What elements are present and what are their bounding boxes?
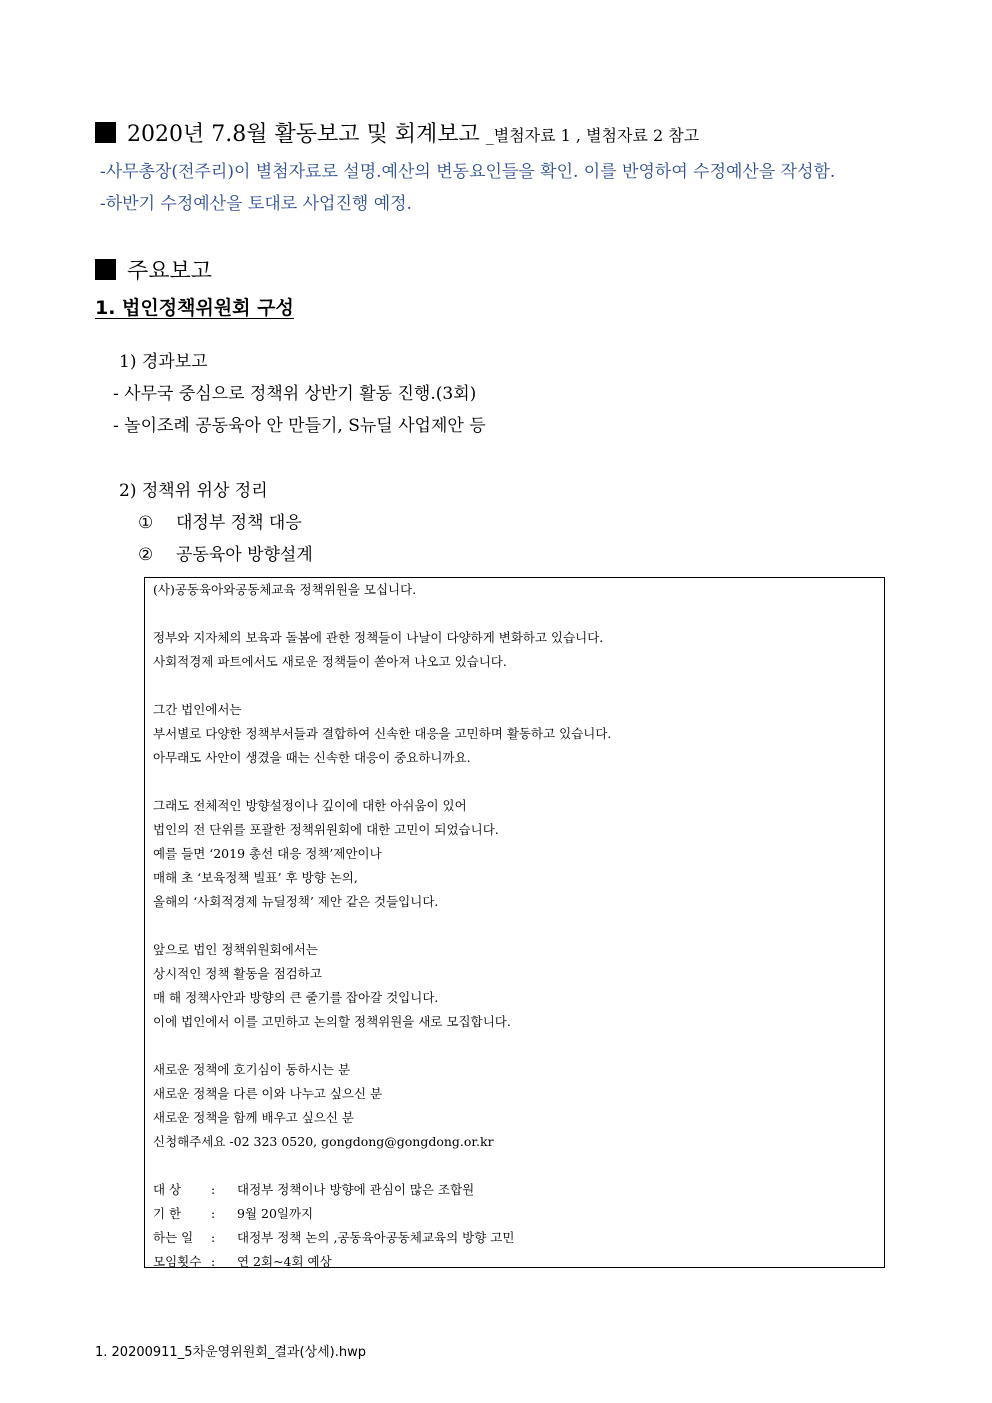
info-value: 연 2회~4회 예상 [237, 1254, 332, 1269]
notice-info-row [153, 1228, 514, 1246]
footer-filename: 1. 20200911_5차운영위원회_결과(상세).hwp [95, 1345, 366, 1360]
info-label: 모임횟수 [153, 1254, 202, 1269]
section1-note-1: -사무총장(전주리)이 별첨자료로 설명.예산의 변동요인들을 확인. 이를 반영하여 수정예산을 작성함. [100, 162, 836, 182]
info-value: 대정부 정책이나 방향에 관심이 많은 조합원 [237, 1182, 475, 1197]
notice-contact-line: 신청해주세요 -02 323 0520, gongdong@gongdong.or.kr [153, 1134, 494, 1149]
info-label: 기 한 [153, 1206, 182, 1221]
section2-title: 주요보고 [127, 259, 213, 284]
notice-line: 사회적경제 파트에서도 새로운 정책들이 쏟아져 나오고 있습니다. [153, 654, 507, 669]
notice-info-row [153, 1204, 313, 1222]
section1-subtitle: _별첨자료 1 , 별첨자료 2 참고 [485, 126, 700, 145]
item-number: ② [138, 545, 154, 565]
notice-line: 그간 법인에서는 [153, 702, 242, 717]
section1-note-2: -하반기 수정예산을 토대로 사업진행 예정. [100, 194, 412, 214]
notice-line: 그래도 전체적인 방향설정이나 깊이에 대한 아쉬움이 있어 [153, 798, 467, 813]
sub2-heading: 2) 정책위 위상 정리 [119, 481, 268, 501]
item-number: ① [138, 513, 154, 533]
notice-line: 새로운 정책을 함께 배우고 싶으신 분 [153, 1110, 354, 1125]
item-text: 대정부 정책 대응 [176, 513, 302, 533]
notice-line: 아무래도 사안이 생겼을 때는 신속한 대응이 중요하니까요. [153, 750, 471, 765]
notice-line: 매 해 정책사안과 방향의 큰 줄기를 잡아갈 것입니다. [153, 990, 439, 1005]
sub1-bullet-1: - 사무국 중심으로 정책위 상반기 활동 진행.(3회) [113, 384, 477, 404]
notice-line: 예를 들면 ‘2019 총선 대응 정책’제안이나 [153, 846, 382, 861]
square-bullet-icon [95, 122, 116, 143]
info-value: 9월 20일까지 [237, 1206, 314, 1221]
notice-line: 상시적인 정책 활동을 점검하고 [153, 966, 322, 981]
notice-line: 새로운 정책에 호기심이 동하시는 분 [153, 1062, 351, 1077]
notice-line: 부서별로 다양한 정책부서들과 결합하여 신속한 대응을 고민하며 활동하고 있습니다. [153, 726, 612, 741]
sub1-heading: 1) 경과보고 [119, 352, 208, 372]
notice-info-row [153, 1180, 474, 1198]
info-colon: : [211, 1230, 216, 1245]
sub2-item-1 [138, 508, 302, 533]
notice-line: 이에 법인에서 이를 고민하고 논의할 정책위원을 새로 모집합니다. [153, 1014, 511, 1029]
info-colon: : [211, 1206, 216, 1221]
section1-heading [95, 117, 699, 148]
sub2-item-2 [138, 540, 313, 565]
notice-line: 정부와 지자체의 보육과 돌봄에 관한 정책들이 나날이 다양하게 변화하고 있습니다. [153, 630, 604, 645]
notice-line: 앞으로 법인 정책위원회에서는 [153, 942, 318, 957]
sub1-bullet-2: - 놀이조례 공동육아 안 만들기, S뉴딜 사업제안 등 [113, 416, 486, 436]
square-bullet-icon [95, 259, 116, 280]
notice-line: (사)공동육아와공동체교육 정책위원을 모십니다. [153, 582, 417, 597]
notice-line: 법인의 전 단위를 포괄한 정책위원회에 대한 고민이 되었습니다. [153, 822, 499, 837]
info-colon: : [211, 1182, 216, 1197]
section2-heading [95, 254, 212, 285]
item-title: 1. 법인정책위원회 구성 [95, 297, 294, 319]
notice-line: 매해 초 ‘보육정책 빌표’ 후 방향 논의, [153, 870, 358, 885]
section1-title: 2020년 7.8월 활동보고 및 회계보고 [127, 122, 480, 147]
info-colon: : [211, 1254, 216, 1269]
info-label: 하는 일 [153, 1230, 194, 1245]
notice-line: 새로운 정책을 다른 이와 나누고 싶으신 분 [153, 1086, 383, 1101]
notice-box [144, 577, 885, 1268]
notice-line: 올해의 ‘사회적경제 뉴딜정책’ 제안 같은 것들입니다. [153, 894, 439, 909]
info-label: 대 상 [153, 1182, 182, 1197]
info-value: 대정부 정책 논의 ,공동육아공동체교육의 방향 고민 [237, 1230, 515, 1245]
notice-info-row [153, 1252, 332, 1270]
item-text: 공동육아 방향설계 [176, 545, 313, 565]
